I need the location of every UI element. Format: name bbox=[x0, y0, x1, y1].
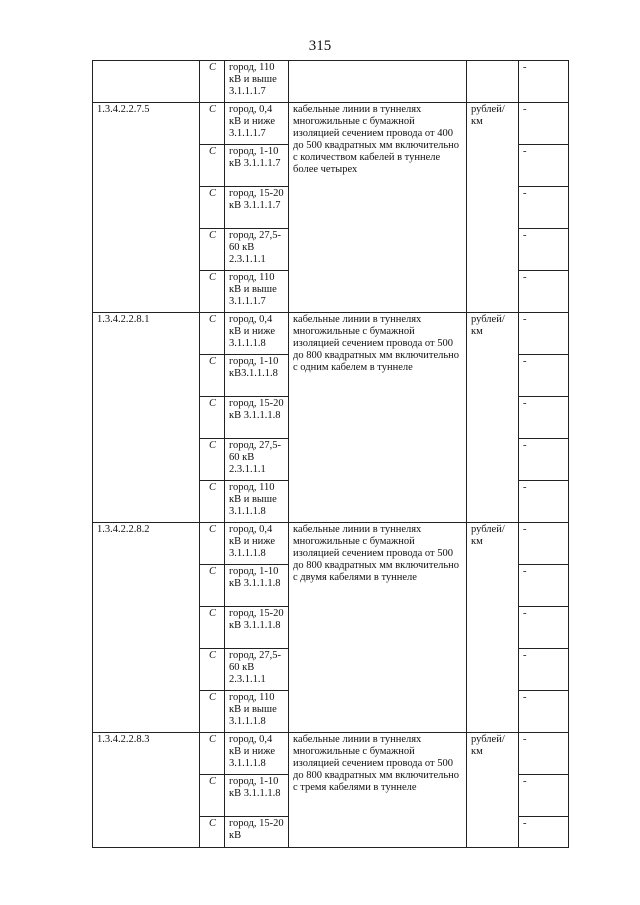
rate-value: - bbox=[519, 355, 569, 397]
category-letter: С bbox=[200, 481, 225, 523]
voltage-class: город, 110 кВ и выше 3.1.1.1.8 bbox=[225, 691, 289, 733]
rate-value: - bbox=[519, 523, 569, 565]
unit bbox=[467, 61, 519, 103]
item-code: 1.3.4.2.2.7.5 bbox=[93, 103, 200, 313]
rate-value: - bbox=[519, 649, 569, 691]
item-code: 1.3.4.2.2.8.2 bbox=[93, 523, 200, 733]
category-letter: С bbox=[200, 733, 225, 775]
category-letter: С bbox=[200, 313, 225, 355]
category-letter: С bbox=[200, 817, 225, 848]
item-description bbox=[289, 61, 467, 103]
item-code bbox=[93, 61, 200, 103]
voltage-class: город, 110 кВ и выше 3.1.1.1.7 bbox=[225, 61, 289, 103]
rate-value: - bbox=[519, 229, 569, 271]
voltage-class: город, 1-10 кВ 3.1.1.1.8 bbox=[225, 565, 289, 607]
item-code: 1.3.4.2.2.8.1 bbox=[93, 313, 200, 523]
category-letter: С bbox=[200, 775, 225, 817]
voltage-class: город, 110 кВ и выше 3.1.1.1.7 bbox=[225, 271, 289, 313]
rate-value: - bbox=[519, 565, 569, 607]
category-letter: С bbox=[200, 565, 225, 607]
rate-value: - bbox=[519, 691, 569, 733]
rate-value: - bbox=[519, 733, 569, 775]
rate-value: - bbox=[519, 187, 569, 229]
rate-value: - bbox=[519, 439, 569, 481]
rate-value: - bbox=[519, 61, 569, 103]
table-row bbox=[93, 313, 569, 355]
tariff-table bbox=[92, 60, 569, 848]
category-letter: С bbox=[200, 397, 225, 439]
voltage-class: город, 15-20 кВ 3.1.1.1.8 bbox=[225, 397, 289, 439]
voltage-class: город, 1-10 кВ 3.1.1.1.8 bbox=[225, 775, 289, 817]
rate-value: - bbox=[519, 145, 569, 187]
unit: рублей/ км bbox=[467, 523, 519, 733]
category-letter: С bbox=[200, 145, 225, 187]
category-letter: С bbox=[200, 103, 225, 145]
rate-value: - bbox=[519, 103, 569, 145]
page-number: 315 bbox=[308, 38, 332, 54]
category-letter: С bbox=[200, 61, 225, 103]
unit: рублей/ км bbox=[467, 103, 519, 313]
rate-value: - bbox=[519, 313, 569, 355]
table-body bbox=[93, 61, 569, 848]
rate-value: - bbox=[519, 817, 569, 848]
rate-value: - bbox=[519, 607, 569, 649]
voltage-class: город, 27,5-60 кВ 2.3.1.1.1 bbox=[225, 649, 289, 691]
voltage-class: город, 110 кВ и выше 3.1.1.1.8 bbox=[225, 481, 289, 523]
voltage-class: город, 15-20 кВ 3.1.1.1.8 bbox=[225, 607, 289, 649]
voltage-class: город, 0,4 кВ и ниже 3.1.1.1.7 bbox=[225, 103, 289, 145]
category-letter: С bbox=[200, 649, 225, 691]
category-letter: С bbox=[200, 523, 225, 565]
rate-value: - bbox=[519, 481, 569, 523]
category-letter: С bbox=[200, 439, 225, 481]
item-code: 1.3.4.2.2.8.3 bbox=[93, 733, 200, 848]
category-letter: С bbox=[200, 187, 225, 229]
voltage-class: город, 1-10 кВ 3.1.1.1.7 bbox=[225, 145, 289, 187]
category-letter: С bbox=[200, 355, 225, 397]
category-letter: С bbox=[200, 229, 225, 271]
voltage-class: город, 27,5-60 кВ 2.3.1.1.1 bbox=[225, 439, 289, 481]
unit: рублей/ км bbox=[467, 733, 519, 848]
voltage-class: город, 0,4 кВ и ниже 3.1.1.1.8 bbox=[225, 523, 289, 565]
rate-value: - bbox=[519, 397, 569, 439]
item-description: кабельные линии в туннелях многожильные с бумажной изоляцией сечением провода от 500 до 800 квадратных мм включительно с одним кабелем в туннеле bbox=[289, 313, 467, 523]
rate-value: - bbox=[519, 775, 569, 817]
item-description: кабельные линии в туннелях многожильные с бумажной изоляцией сечением провода от 500 до 800 квадратных мм включительно с двумя кабелями в туннеле bbox=[289, 523, 467, 733]
voltage-class: город, 0,4 кВ и ниже 3.1.1.1.8 bbox=[225, 733, 289, 775]
category-letter: С bbox=[200, 271, 225, 313]
category-letter: С bbox=[200, 607, 225, 649]
item-description: кабельные линии в туннелях многожильные с бумажной изоляцией сечением провода от 400 до 500 квадратных мм включительно с количеством кабелей в туннеле более четырех bbox=[289, 103, 467, 313]
table-row bbox=[93, 523, 569, 565]
voltage-class: город, 1-10 кВ3.1.1.1.8 bbox=[225, 355, 289, 397]
item-description: кабельные линии в туннелях многожильные с бумажной изоляцией сечением провода от 500 до 800 квадратных мм включительно с тремя кабелями в туннеле bbox=[289, 733, 467, 848]
table-row bbox=[93, 103, 569, 145]
table-row bbox=[93, 733, 569, 775]
voltage-class: город, 15-20 кВ 3.1.1.1.7 bbox=[225, 187, 289, 229]
category-letter: С bbox=[200, 691, 225, 733]
voltage-class: город, 27,5-60 кВ 2.3.1.1.1 bbox=[225, 229, 289, 271]
rate-value: - bbox=[519, 271, 569, 313]
voltage-class: город, 0,4 кВ и ниже 3.1.1.1.8 bbox=[225, 313, 289, 355]
table-row bbox=[93, 61, 569, 103]
voltage-class: город, 15-20 кВ bbox=[225, 817, 289, 848]
unit: рублей/ км bbox=[467, 313, 519, 523]
